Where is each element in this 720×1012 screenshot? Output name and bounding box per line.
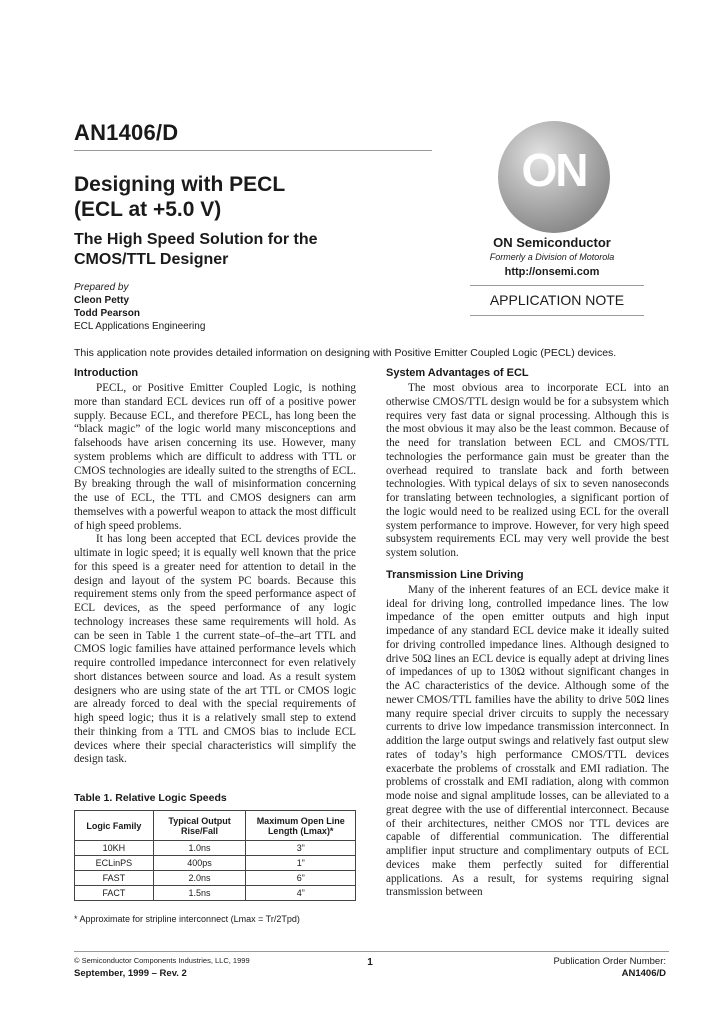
- author-name: Todd Pearson: [74, 308, 140, 319]
- table-header-row: [75, 811, 356, 841]
- table-cell: FAST: [75, 871, 154, 886]
- table-cell: 4”: [246, 886, 356, 901]
- table-footnote: * Approximate for stripline interconnect (Lmax = Tr/2Tpd): [74, 914, 300, 924]
- company-url[interactable]: http://onsemi.com: [504, 266, 600, 278]
- header-divider: [74, 150, 432, 151]
- document-id: AN1406/D: [74, 120, 179, 145]
- app-note-bottom-rule: [470, 315, 644, 316]
- table-header-cell: Logic Family: [75, 811, 154, 841]
- section-heading: Introduction: [74, 367, 139, 379]
- footer-divider: [74, 951, 669, 952]
- section-heading: System Advantages of ECL: [386, 367, 529, 379]
- body-paragraph: The most obvious area to incorporate ECL into an otherwise CMOS/TTL design would be for a subsystem which requires very fast data or signal processing. Although this is the most obvious it may also be the least common. Because of the need for translation between ECL and CMOS/TTL technologies the performance gain must be greater than the overhead required to translate back and forth between technologies. With typical delays of six to seven nanoseconds for translating between technologies, a significant portion of the logic would need to be realized using ECL for the overall system performance to improve. However, for very high speed subsystem requirements ECL may very well provide the best system solution.: [386, 382, 669, 559]
- table-row: [75, 871, 356, 886]
- company-name: ON Semiconductor: [493, 235, 611, 250]
- table-row: [75, 886, 356, 901]
- author-name: Cleon Petty: [74, 295, 130, 306]
- abstract-text: This application note provides detailed information on designing with Positive Emitter Coupled Logic (PECL) devices.: [74, 347, 617, 359]
- logo-text: ON: [521, 144, 587, 196]
- logic-speed-table: [74, 810, 356, 901]
- table-caption: Table 1. Relative Logic Speeds: [74, 792, 227, 804]
- subtitle-line1: The High Speed Solution for the: [74, 231, 318, 248]
- publication-date: September, 1999 – Rev. 2: [74, 968, 187, 979]
- body-paragraph: Many of the inherent features of an ECL device make it ideal for driving long, controlled impedance lines. The low impedance of the open emitter outputs and high input impedance of any standard ECL device make it ideally suited for driving controlled impedance lines. Although designed to drive 50Ω lines an ECL device is equally adept at driving lines of impedances of up to 130Ω without significant changes in the AC characteristics of the device. Although some of the newer CMOS/TTL families have the ability to drive 50Ω lines many require special driver circuits to supply the necessary currents to drive low impedance transmission interconnect. In addition the large output swings and relatively fast output slew rates of today’s high performance CMOS/TTL devices exacerbate the problems of crosstalk and EMI radiation. The problems of crosstalk and EMI radiation, along with common mode noise and signal amplitude losses, can be alleviated to a great degree with the use of differential interconnect. Because of their architectures, neither CMOS nor TTL devices are capable of differential communication. The differential amplifier input structure and complimentary outputs of ECL devices make them perfectly suited for differential applications. As a result, for systems requiring signal transmission between: [386, 583, 669, 899]
- table-cell: 1.0ns: [153, 841, 246, 856]
- page-number: 1: [367, 957, 373, 968]
- body-paragraph: It has long been accepted that ECL devices provide the ultimate in logic speed; it is equally well known that the price for this speed is a greater need for attention to detail in the design and layout of the system PC boards. Because this requirement stems only from the speed performance aspect of ECL devices, as the speed performance of any logic technology increases these same requirements will hold. As can be seen in Table 1 the current state–of–the–art TTL and CMOS logic families have attained performance levels which require controlled impedance interconnect for even relatively short distances between source and load. As a result system designers who are using state of the art TTL or CMOS logic are already forced to deal with the special requirements of high speed logic; thus it is a relatively small step to extend their thinking from a TTL and CMOS bias to include ECL devices where their special characteristics will simplify the design task.: [74, 533, 356, 766]
- table-row: [75, 841, 356, 856]
- copyright-notice: © Semiconductor Components Industries, LLC, 1999: [74, 956, 250, 965]
- page-title-line1: Designing with PECL: [74, 173, 286, 196]
- table-cell: ECLinPS: [75, 856, 154, 871]
- table-header-cell: Maximum Open Line Length (Lmax)*: [246, 811, 356, 841]
- table-cell: 1”: [246, 856, 356, 871]
- subtitle-line2: CMOS/TTL Designer: [74, 251, 229, 268]
- table-cell: 1.5ns: [153, 886, 246, 901]
- table-cell: 2.0ns: [153, 871, 246, 886]
- table-cell: 3”: [246, 841, 356, 856]
- table-header-cell: Typical Output Rise/Fall: [153, 811, 246, 841]
- table-cell: FACT: [75, 886, 154, 901]
- publication-order-number: AN1406/D: [621, 968, 666, 979]
- prepared-by-label: Prepared by: [74, 282, 129, 293]
- doc-type-label: APPLICATION NOTE: [489, 292, 625, 308]
- table-cell: 6”: [246, 871, 356, 886]
- table-row: [75, 856, 356, 871]
- page-title-line2: (ECL at +5.0 V): [74, 198, 222, 221]
- table-cell: 10KH: [75, 841, 154, 856]
- body-paragraph: PECL, or Positive Emitter Coupled Logic, is nothing more than standard ECL devices run off of a positive power supply. Because ECL, and therefore PECL, has long been the “black magic” of the logic world many misconceptions and falsehoods have arisen concerning its use. However, many system problems which are difficult to address with TTL or CMOS technologies are ideally suited to the strengths of ECL. By breaking through the wall of misinformation concerning the use of ECL, the TTL and CMOS designers can arm themselves with a powerful weapon to attack the most difficult of high speed problems.: [74, 382, 356, 532]
- publication-order-label: Publication Order Number:: [553, 956, 666, 967]
- left-column: [74, 367, 356, 767]
- company-tagline: Formerly a Division of Motorola: [489, 252, 615, 262]
- right-column: [386, 367, 669, 900]
- app-note-top-rule: [470, 285, 644, 286]
- table-cell: 400ps: [153, 856, 246, 871]
- section-heading: Transmission Line Driving: [386, 568, 524, 581]
- department-name: ECL Applications Engineering: [74, 321, 206, 332]
